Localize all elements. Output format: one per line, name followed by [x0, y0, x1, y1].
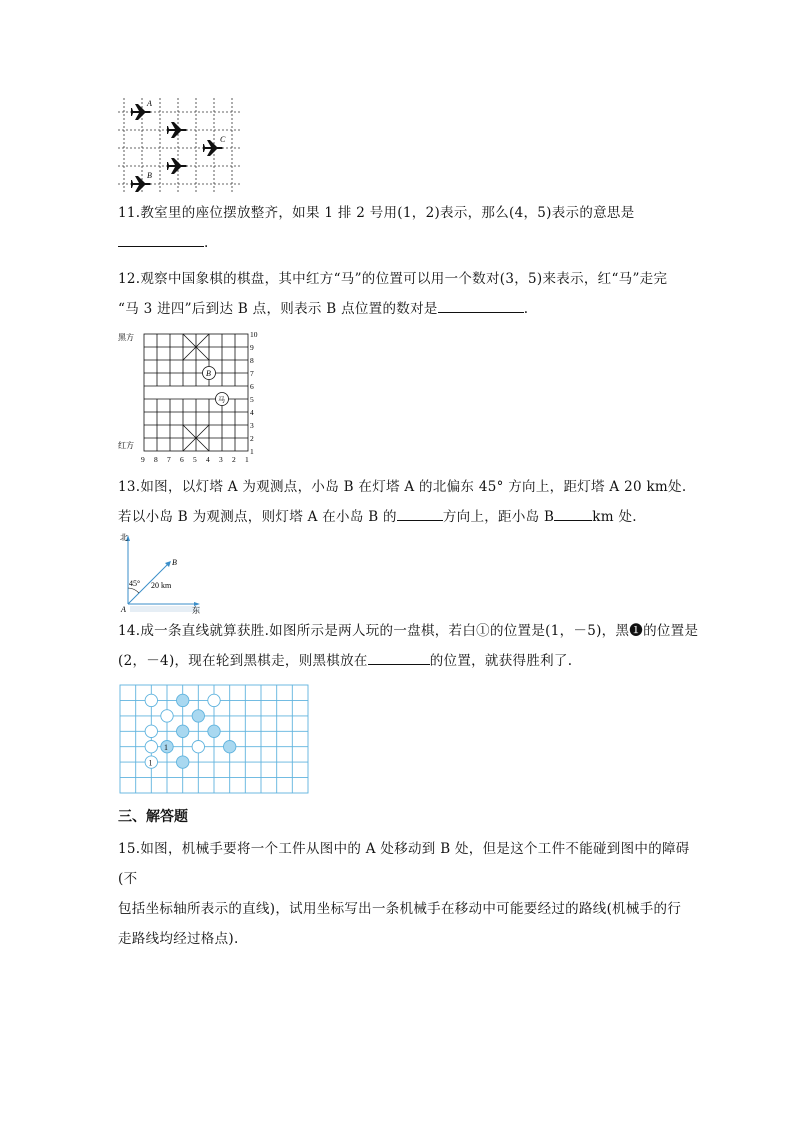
plane-label-a: A: [147, 99, 152, 108]
col-number: 5: [193, 455, 197, 464]
black-side-label: 黑方: [118, 333, 134, 342]
question-12-line1: 12.观察中国象棋的棋盘，其中红方“马”的位置可以用一个数对(3，5)来表示，红“马”走完: [118, 271, 668, 287]
white-stone: [145, 741, 157, 753]
white-mark: 1: [148, 758, 153, 768]
row-number: 9: [250, 343, 254, 352]
row-number: 7: [250, 369, 254, 378]
point-a-label: A: [121, 605, 126, 614]
col-number: 9: [141, 455, 145, 464]
east-label: 东: [192, 606, 200, 614]
col-number: 4: [206, 455, 210, 464]
row-number: 10: [250, 330, 258, 339]
black-stone: [177, 756, 189, 768]
plane-label-b: B: [147, 171, 152, 180]
north-label: 北: [120, 533, 128, 542]
question-12: [118, 264, 703, 324]
black-stone: [177, 725, 189, 737]
col-number: 6: [180, 455, 184, 464]
row-number: 8: [250, 356, 254, 365]
question-14: [118, 616, 703, 676]
section-heading: 三、解答题: [118, 809, 188, 825]
black-stone: [224, 741, 236, 753]
question-11: [118, 198, 703, 258]
row-number: 5: [250, 395, 254, 404]
question-12-end: .: [523, 301, 529, 317]
black-stone: [177, 694, 189, 706]
question-13-line2b: 方向上，距小岛 B: [442, 509, 555, 525]
white-stone: [208, 694, 220, 706]
question-14-line2a: (2，－4)，现在轮到黑棋走，则黑棋放在: [118, 653, 368, 669]
gomoku-board-figure: [116, 682, 312, 797]
question-15-line1: 15.如图，机械手要将一个工件从图中的 A 处移动到 B 处，但是这个工件不能碰到图中的障碍(不: [118, 841, 690, 887]
question-14-line1: 14.成一条直线就算获胜.如图所示是两人玩的一盘棋，若白①的位置是(1，－5)，黑❶的位置是: [118, 623, 699, 639]
bearing-figure: [116, 532, 206, 614]
plane-label-c: C: [220, 135, 226, 144]
answer-blank[interactable]: [368, 650, 430, 665]
distance-label: 20 km: [151, 581, 172, 590]
plane-icon: [167, 158, 187, 174]
white-stone: [145, 725, 157, 737]
col-number: 7: [167, 455, 171, 464]
question-13-line1: 13.如图，以灯塔 A 为观测点，小岛 B 在灯塔 A 的北偏东 45° 方向上，距灯塔 A 20 km处.: [118, 479, 687, 495]
row-number: 2: [250, 434, 254, 443]
row-number: 1: [250, 447, 254, 456]
red-side-label: 红方: [118, 441, 134, 450]
black-stone: [208, 725, 220, 737]
answer-blank[interactable]: [397, 506, 443, 521]
question-15: [118, 834, 703, 954]
question-11-line1: 11.教室里的座位摆放整齐，如果 1 排 2 号用(1，2)表示，那么(4，5)表示的意思是: [118, 205, 635, 221]
question-13-line2a: 若以小岛 B 为观测点，则灯塔 A 在小岛 B 的: [118, 509, 397, 525]
row-number: 6: [250, 382, 254, 391]
piece-ma-label: 马: [218, 396, 225, 404]
row-number: 4: [250, 408, 254, 417]
white-stone: [192, 741, 204, 753]
angle-label: 45°: [129, 579, 141, 588]
black-stone: [192, 710, 204, 722]
col-number: 2: [232, 455, 236, 464]
black-mark: 1: [164, 743, 168, 752]
question-14-line2b: 的位置，就获得胜利了.: [429, 653, 573, 669]
col-number: 1: [245, 455, 249, 464]
col-number: 8: [154, 455, 158, 464]
question-12-line2: “马 3 进四”后到达 B 点，则表示 B 点位置的数对是: [118, 301, 438, 317]
question-13: [118, 472, 703, 532]
point-b-label: B: [172, 558, 177, 567]
row-number: 3: [250, 421, 254, 430]
white-stone: [161, 710, 173, 722]
question-11-end: .: [204, 235, 209, 251]
question-13-line2c: km 处.: [592, 509, 637, 525]
question-15-line2: 包括坐标轴所表示的直线)，试用坐标写出一条机械手在移动中可能要经过的路线(机械手的行: [118, 901, 682, 917]
answer-blank[interactable]: [438, 298, 524, 313]
xiangqi-board-figure: [116, 326, 266, 466]
piece-b-label: B: [206, 369, 211, 378]
col-number: 3: [219, 455, 223, 464]
planes-grid-figure: [116, 96, 246, 196]
answer-blank[interactable]: [118, 232, 204, 247]
plane-icon: [167, 122, 187, 138]
white-stone: [145, 694, 157, 706]
answer-blank[interactable]: [554, 506, 592, 521]
question-15-line3: 走路线均经过格点).: [118, 931, 239, 947]
